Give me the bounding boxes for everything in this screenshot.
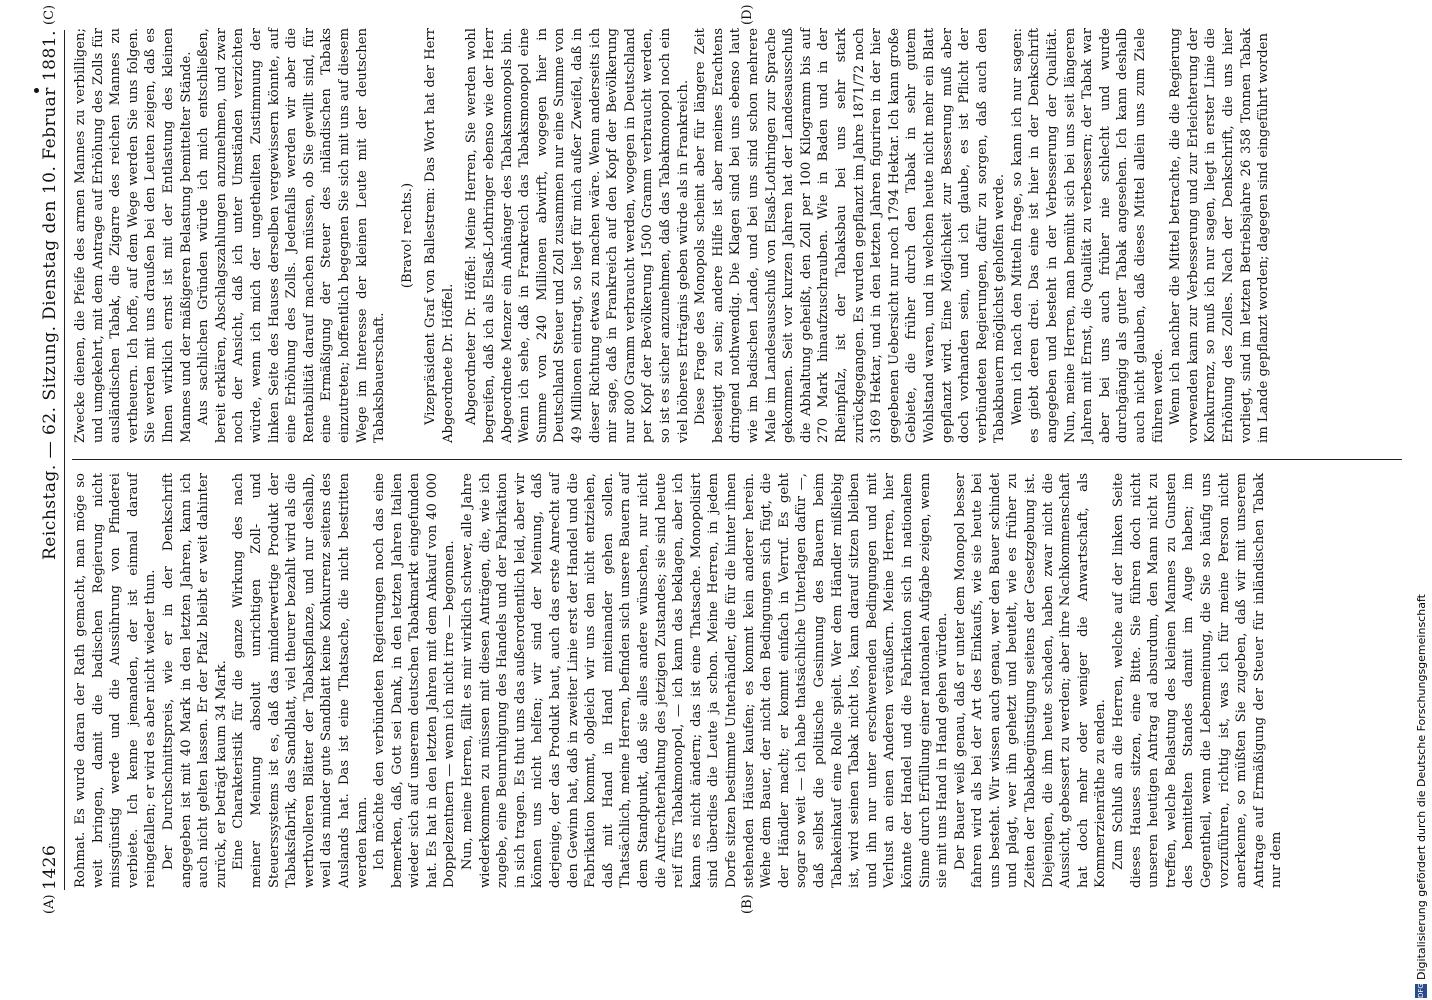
paragraph: Aus sachlichen Gründen würde ich mich entschließen, bereit erklären, Abschlagszahlungen anzunehmen, und zwar noch der Ansicht, daß ich unter Umständen verzichten würde, wenn ich mich der ungetheilten Zustimmung der linken Seite des Hauses derselben vergewissern könnte, auf eine Erhöhung des Zolls. Jedenfalls werden wir aber die Rentabilität darauf machen müssen, ob Sie gewillt sind, für eine Ermäßigung der Steuer des inländischen Tabaks einzutreten; hoffentlich begegnen Sie sich mit uns auf diesem Wege im Interesse der kleinen Leute mit der deutschen Tabaksbauerschaft. (196, 28, 388, 443)
applause-note: (Bravo! rechts.) (399, 182, 415, 289)
left-text-column (72, 473, 1286, 888)
paragraph: Der Durchschnittspreis, wie er in der Denkschrift angegeben ist mit 40 Mark in den letzten Jahren, kann ich auch nicht gelten lassen. Er der Pfalz bleibt er weit dahinter zurück, er beträgt kaum 34 Mark. (160, 473, 229, 888)
page-number: 1426 (40, 844, 60, 890)
margin-marker-a: (A) (42, 894, 57, 914)
paragraph: Wenn ich nach den Mitteln frage, so kann ich nur sagen: es giebt deren drei. Das eine ist hier in der Denkschrift angegeben und besteht in der Verbesserung der Qualität. Nun, meine Herren, man bemüht sich bei uns seit längeren Jahren mit Ernst, die Qualität zu verbessern; der Tabak war aber bei uns auch früher nie schlecht und wurde durchgängig als guter Tabak angesehen. Ich kann deshalb auch nicht glauben, daß dieses Mittel allein uns zum Ziele führen werde. (1009, 28, 1166, 443)
digitization-footer (1412, 0, 1432, 1000)
speaker-paragraph: Vizepräsident Graf von Ballestrem: Das Wort hat der Herr Abgeordnete Dr. Höffel. (423, 28, 456, 443)
session-date: Dienstag den 10. Februar 1881. (40, 30, 60, 321)
paragraph: Wenn ich nachher die Mittel betrachte, die die Regierung vorwenden kann zur Verbesserung und zur Erleichterung der Konkurrenz, so muß ich nur sagen, liegt in erster Linie die Erhöhung des Zolles. Nach der Denkschrift, die uns hier vorliegt, sind im letzten Betriebsjahre 26 358 Tonnen Tabak im Lande gepflanzt worden; dagegen sind eingeführt worden (1168, 28, 1272, 443)
ink-speck (34, 88, 39, 93)
margin-marker-c: (C) (42, 4, 57, 25)
paragraph: Der Bauer weiß genau, daß er unter dem Monopol besser fahren wird als bei der Art des Einkaufs, wie sie heute bei uns besteht. Wir wissen auch genau, wer den Bauer schindet und plagt, wer ihn gehetzt und beutelt, wie es früher zu Zeiten der Tabakbegünstigung seitens der Gesetzgebung ist. Diejenigen, die ihm heute schaden, haben zwar nicht die Aussicht, gebessert zu werden; aber ihre Nachkommenschaft hat doch mehr oder weniger die Anwartschaft, als Kommerzienräthe zu enden. (952, 473, 1109, 888)
funding-note: Digitalisierung gefördert durch die Deutsche Forschungsgemeinschaft (1415, 594, 1428, 980)
paragraph: Rohmat. Es wurde daran der Rath gemacht, man möge so weit bringen, damit die badischen Regierung nicht missgünstig werde und die Aussührung von Pfinderei verbiete. Ich kenne jemanden, der ist einmal darauf reingefallen; er wird es aber nicht wieder thun. (73, 473, 159, 888)
page-header (38, 30, 65, 890)
margin-marker-d: (D) (740, 4, 755, 25)
paragraph: Nun, meine Herren, fällt es mir wirklich schwer, alle Jahre wiederkommen zu müssen mit diesen Anträgen, die, wie ich zugebe, eine Beunruhigung des Handels und der Fabrikation in sich tragen. Es thut uns das außerordentlich leid, aber wir können uns nicht helfen; wir sind der Meinung, daß derjenige, der das Produkt baut, auch das erste Anrecht auf den Gewinn hat, daß in zweiter Linie erst der Handel und die Fabrikation kommt, obgleich wir uns den nicht entziehen, daß mit Hand in Hand miteinander gehen sollen. Thatsächlich, meine Herren, befinden sich unsere Bauern auf dem Standpunkt, daß sie alles andere wünschen, nur nicht die Aufrechterhaltung des jetzigen Zustandes; sie sind heute reif fürs Tabakmonopol, — ich kann das beklagen, aber ich kann es nicht ändern; das ist eine Thatsache. Monopolisirt sind überdies die Leute ja schon. Meine Herren, in jedem Dorfe sitzen bestimmte Unterhändler, die für die hinter ihnen stehenden Häuser kaufen; es kommt kein anderer herein. Wehe dem Bauer, der nicht den Bedingungen sich fügt, die der Händler macht; er kommt einfach in Verruf. Es geht sogar so weit — ich habe thatsächliche Unterlagen dafür —, daß selbst die politische Gesinnung des Bauern beim Tabakeinkauf eine Rolle spielt. Wer dem Händler mißliebig ist, wird seinen Tabak nicht los, kann darauf sitzen bleiben und ihn nur unter erschwerenden Bedingungen und mit Verlust an einen Anderen veräußern. Meine Herren, hier könnte der Handel und die Fabrikation sich in nationalem Sinne durch Erfüllung einer nationalen Aufgabe zeigen, wenn sie mit uns Hand in Hand gehen würden. (460, 473, 951, 888)
dfg-logo: DFG (1417, 983, 1425, 998)
column-divider (72, 459, 1402, 460)
paragraph: Diese Frage des Monopols scheint aber für längere Zeit beseitigt zu sein; andere Hilfe ist aber meines Erachtens dringend nothwendig. Die Klagen sind bei uns ebenso laut wie im badischen Lande, und bei uns sind schon mehrere Male im Landesausschuß von Elsaß-Lothringen zur Sprache gekommen. Seit vor kurzen Jahren hat der Landesausschuß die Abhaltung geheißt, den Zoll per 100 Kilogramm bis auf 270 Mark hinaufzuschrauben. Wie in Baden und in der Rheinpfalz, ist der Tabaksbau bei uns sehr stark zurückgegangen. Es wurden gepflanzt im Jahre 1871/72 noch 3169 Hektar, und in den letzten Jahren figuriren in der hier gegebenen Uebersicht nur noch 1794 Hektar. Ich kann große Gebiete, die früher durch den Tabak in sehr gutem Wohlstand waren, und in welchen heute nicht mehr ein Blatt gepflanzt wird. Eine Möglichkeit zur Besserung muß aber doch vorhanden sein, und ich glaube, es ist Pflicht der verbündeten Regierungen, dafür zu sorgen, daß auch den Tabakbauern möglichst geholfen werde. (693, 28, 1008, 443)
paragraph: Zum Schluß an die Herren, welche auf der linken Seite dieses Hauses sitzen, eine Bitte. Sie führen doch nicht unseren heutigen Antrag ad absurdum, den Mann nicht zu treffen, welche Belastung des kleinen Mannes zu Gunsten des bemittelten Standes damit im Auge haben; im Gegentheil, wenn die Lebenmeinung, die Sie so häufig uns vorzuführen, richtig ist, was ich für meine Person nicht anerkenne, so müßten Sie zugeben, daß wir mit unserem Antrage auf Ermäßigung der Steuer für inländischen Tabak nur dem (1111, 473, 1285, 888)
margin-marker-b: (B) (740, 894, 755, 914)
paragraph: Zwecke dienen, die Pfeife des armen Mannes zu verbilligen; und umgekehrt, mit dem Antrage auf Erhöhung des Zolls für ausländischen Tabak, die Zigarre des reichen Mannes zu vertheuern. Ich hoffe, auf dem Wege werden Sie uns folgen. Sie werden mit uns draußen bei den Leuten zeigen, daß es Ihnen wirklich ernst ist mit der Entlastung des kleinen Mannes und der mäßigeren Belastung bemittelter Stände. (73, 28, 194, 443)
paragraph: Eine Charakteristik für die ganze Wirkung des nach meiner Meinung absolut unrichtigen Zoll- und Steuerssystems ist es, daß das minderwertige Produkt der Tabaksfabrik, das Sandblatt, viel theurer bezahlt wird als die werthvolleren Blätter der Tabakspflanze, und nur deshalb, weil das minder gute Sandblatt keine Konkurrenz seitens des Auslands hat. Das ist eine Thatsache, die nicht bestritten werden kann. (231, 473, 370, 888)
page-title: Reichstag. — 62. Sitzung. (40, 325, 60, 560)
paragraph: Ich möchte den verbündeten Regierungen noch das eine bemerken, daß, Gott sei Dank, in den letzten Jahren Italien wieder sich auf unserem deutschen Tabakmarkt eingefunden hat. Es hat in den letzten Jahren mit dem Ankauf von 40 000 Doppelzentnern — wenn ich nicht irre — begonnen. (372, 473, 458, 888)
right-text-column (72, 28, 1273, 443)
speaker-paragraph: Abgeordneter Dr. Höffel: Meine Herren, Sie werden wohl begreifen, daß ich als Elsaß-Lothringer ebenso wie der Herr Abgeordnete Menzer ein Anhänger des Tabaksmonopols bin. Wenn ich sehe, daß in Frankreich das Tabaksmonopol eine Summe von 240 Millionen abwirft, wogegen hier in Deutschland Steuer und Zoll zusammen nur eine Summe von 49 Millionen eintragt, so liegt für mich außer Zweifel, daß in dieser Richtung etwas zu machen wäre. Wenn anderseits ich mir sage, daß in Frankreich auf den Kopf der Bevölkerung nur 800 Gramm verbraucht werden, wogegen in Deutschland per Kopf der Bevölkerung 1500 Gramm verbraucht werden, so ist es sicher anzunehmen, daß das Tabakmonopol noch ein viel höheres Erträgnis geben würde als in Frankreich. (464, 28, 691, 443)
